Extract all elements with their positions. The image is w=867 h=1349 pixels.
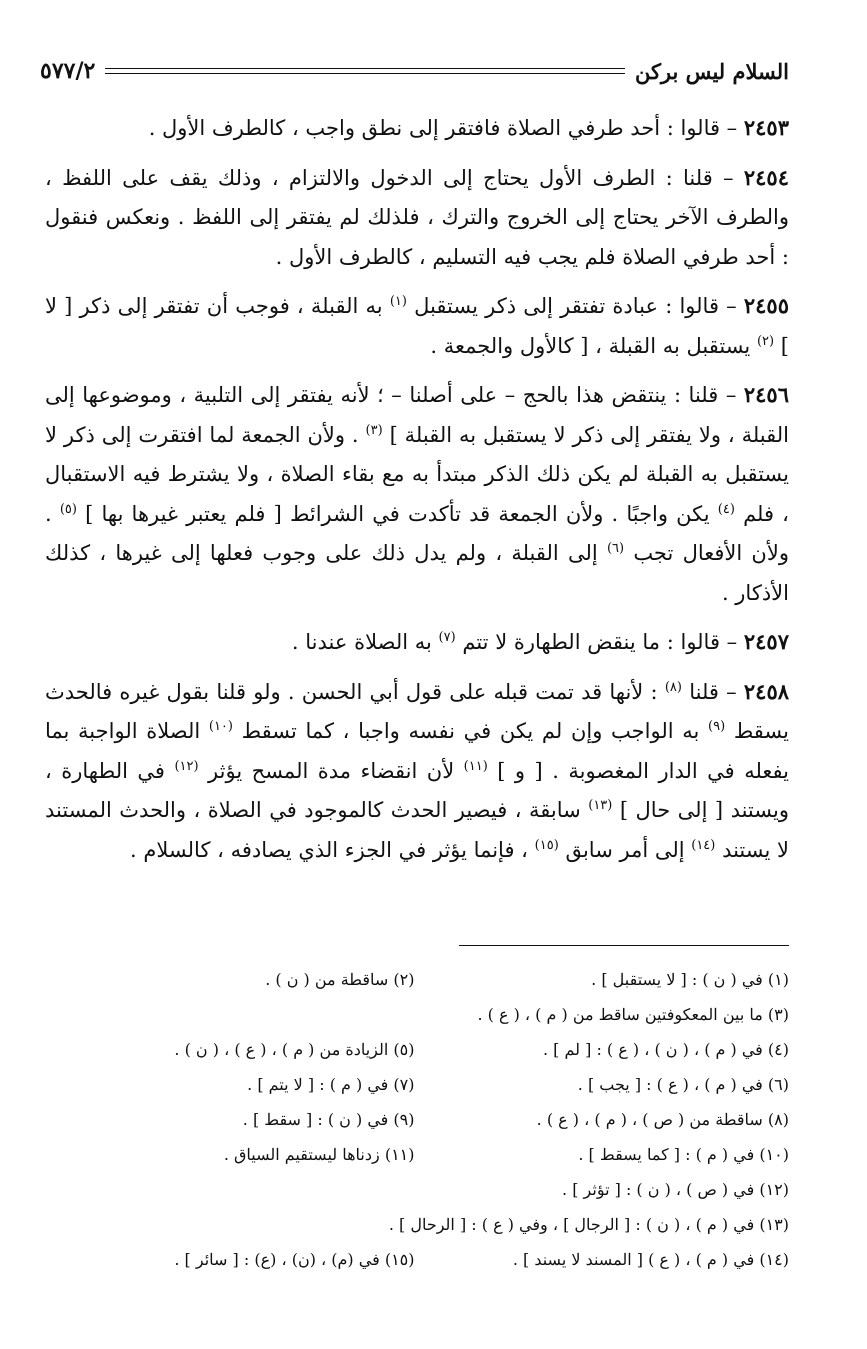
footnote-4: (٤) في ( م ) ، ( ن ) ، ( ع ) : [ لم ] . xyxy=(543,1040,789,1059)
footnote-row xyxy=(40,1032,789,1067)
footnote-11: (١١) زدناها ليستقيم السياق . xyxy=(223,1145,415,1164)
paragraph-number: ٢٤٥٤ xyxy=(743,164,789,190)
footnote-8: (٨) ساقطة من ( ص ) ، ( م ) ، ( ع ) . xyxy=(536,1110,789,1129)
page-header xyxy=(40,54,789,88)
paragraph-text: به القبلة ، فوجب أن تفتقر إلى ذكر [ لا ] xyxy=(45,294,789,358)
paragraph-2457 xyxy=(45,622,789,663)
footnote-marker: (١٤) xyxy=(691,837,716,853)
footnote-14: (١٤) في ( م ) ، ( ع ) [ المسند لا يسند ] . xyxy=(512,1250,789,1269)
paragraph-text: يستقبل به القبلة ، [ كالأول والجمعة . xyxy=(430,333,751,358)
footnote-row xyxy=(40,1242,789,1277)
paragraph-number: ٢٤٥٧ xyxy=(743,629,789,654)
footnote-marker: (١٥) xyxy=(534,837,559,853)
footnote-row xyxy=(40,1102,789,1137)
paragraph-2456 xyxy=(45,375,789,613)
paragraph-text: يكن واجبًا . ولأن الجمعة قد تأكدت في الشرائط [ فلم يعتبر غيرها بها ] xyxy=(85,501,710,526)
footnote-marker: (٢) xyxy=(756,333,775,349)
page-number: ٥٧٧/٢ xyxy=(40,58,96,84)
paragraph-text: – قلنا : ينتقض هذا بالحج – على أصلنا – ؛ لأنه يفتقر إلى التلبية ، وموضوعها إلى القبلة ، ولا يفتقر إلى ذكر لا يستقبل به القبلة ] xyxy=(45,383,789,447)
paragraph-text: – قالوا : أحد طرفي الصلاة فافتقر إلى نطق واجب ، كالطرف الأول . xyxy=(148,116,738,140)
footnote-2: (٢) ساقطة من ( ن ) . xyxy=(265,970,415,989)
footnote-marker: (٩) xyxy=(708,719,726,734)
paragraph-text: – قالوا : ما ينقض الطهارة لا تتم xyxy=(462,630,738,654)
paragraph-text: – قلنا xyxy=(689,679,737,704)
paragraph-text: به الواجب وإن لم يكن في نفسه واجبا ، كما تسقط xyxy=(241,719,700,743)
footnote-row xyxy=(40,1137,789,1172)
footnote-7: (٧) في ( م ) : [ لا يتم ] . xyxy=(247,1075,415,1094)
footnote-row xyxy=(40,962,789,997)
footnote-13: (١٣) في ( م ) ، ( ن ) : [ الرجال ] ، وفي ( ع ) : [ الرحال ] . xyxy=(388,1215,789,1234)
footnote-marker: (٧) xyxy=(438,630,456,645)
paragraph-text: الصلاة الواجبة بما يفعله في الدار المغصوبة . [ و ] xyxy=(45,719,790,783)
footnote-marker: (١) xyxy=(389,294,407,309)
paragraph-text: ، فإنما يؤثر في الجزء الذي يصادفه ، كالسلام . xyxy=(130,837,528,862)
footnote-3: (٣) ما بين المعكوفتين ساقط من ( م ) ، ( ع ) . xyxy=(477,1005,789,1024)
paragraph-text: في الطهارة ، ويستند [ إلى حال ] xyxy=(45,758,789,822)
paragraph-text: إلى أمر سابق xyxy=(565,837,685,862)
paragraph-text: . ولأن الأفعال تجب xyxy=(45,501,789,565)
paragraph-text: سابقة ، فيصير الحدث كالموجود في الصلاة ، والحدث المستند لا يستند xyxy=(45,798,789,862)
paragraph-number: ٢٤٥٣ xyxy=(743,115,789,140)
footnote-marker: (١٣) xyxy=(588,798,613,813)
paragraph-text: – قالوا : عبادة تفتقر إلى ذكر يستقبل xyxy=(414,294,737,318)
footnote-marker: (٦) xyxy=(606,541,625,556)
paragraph-2453 xyxy=(45,108,789,149)
footnote-row xyxy=(40,1207,789,1242)
footnote-marker: (٣) xyxy=(365,422,383,438)
footnote-marker: (٥) xyxy=(59,501,77,517)
paragraph-number: ٢٤٥٦ xyxy=(743,382,789,407)
paragraph-2455 xyxy=(45,286,789,366)
paragraph-number: ٢٤٥٥ xyxy=(743,293,789,318)
footnote-10: (١٠) في ( م ) : [ كما يسقط ] . xyxy=(578,1145,789,1164)
footnote-12: (١٢) في ( ص ) ، ( ن ) : [ تؤثر ] . xyxy=(562,1180,789,1199)
paragraph-number: ٢٤٥٨ xyxy=(743,678,790,704)
footnote-separator xyxy=(459,945,789,946)
paragraph-text: لأن انقضاء مدة المسح يؤثر xyxy=(208,758,455,783)
footnote-row xyxy=(40,1067,789,1102)
paragraph-2454 xyxy=(45,158,789,278)
footnotes xyxy=(40,962,789,1277)
footnote-6: (٦) في ( م ) ، ( ع ) : [ يجب ] . xyxy=(577,1075,789,1094)
footnote-marker: (١٢) xyxy=(174,758,199,774)
footnote-marker: (١١) xyxy=(463,758,488,774)
footnote-row xyxy=(40,1172,789,1207)
header-double-rule xyxy=(105,68,625,74)
footnote-1: (١) في ( ن ) : [ لا يستقبل ] . xyxy=(591,970,789,989)
paragraph-text: : لأنها قد تمت قبله على قول أبي الحسن . ولو قلنا بقول غيره فالحدث يسقط xyxy=(45,679,789,743)
footnote-15: (١٥) في (م) ، (ن) ، (ع) : [ سائر ] . xyxy=(174,1250,415,1269)
paragraph-text: . ولأن الجمعة لما افتقرت إلى ذكر لا يستقبل به القبلة لم يكن ذلك الذكر مبتدأ به مع بقاء الصلاة ، ولا يشترط فيه الاستقبال ، فلم xyxy=(45,422,789,526)
main-text xyxy=(45,108,789,870)
footnote-row xyxy=(40,997,789,1032)
running-title: السلام ليس بركن xyxy=(634,58,789,84)
footnote-5: (٥) الزيادة من ( م ) ، ( ع ) ، ( ن ) . xyxy=(174,1040,415,1059)
paragraph-text: به الصلاة عندنا . xyxy=(291,630,432,654)
paragraph-text: إلى القبلة ، ولم يدل ذلك على وجوب فعلها إلى غيرها ، كذلك الأذكار . xyxy=(45,541,789,605)
footnote-marker: (٨) xyxy=(664,679,682,695)
paragraph-text: – قلنا : الطرف الأول يحتاج إلى الدخول والالتزام ، وذلك يقف على اللفظ ، والطرف الآخر يحتاج إلى الخروج والترك ، فلذلك لم يفتقر إلى اللفظ . ونعكس فنقول : أحد طرفي الصلاة فلم يجب فيه التسليم ، كالطرف الأول . xyxy=(45,165,789,269)
footnote-9: (٩) في ( ن ) : [ سقط ] . xyxy=(242,1110,415,1129)
footnote-marker: (١٠) xyxy=(208,719,233,734)
paragraph-2458 xyxy=(45,672,789,871)
footnote-marker: (٤) xyxy=(717,501,735,517)
